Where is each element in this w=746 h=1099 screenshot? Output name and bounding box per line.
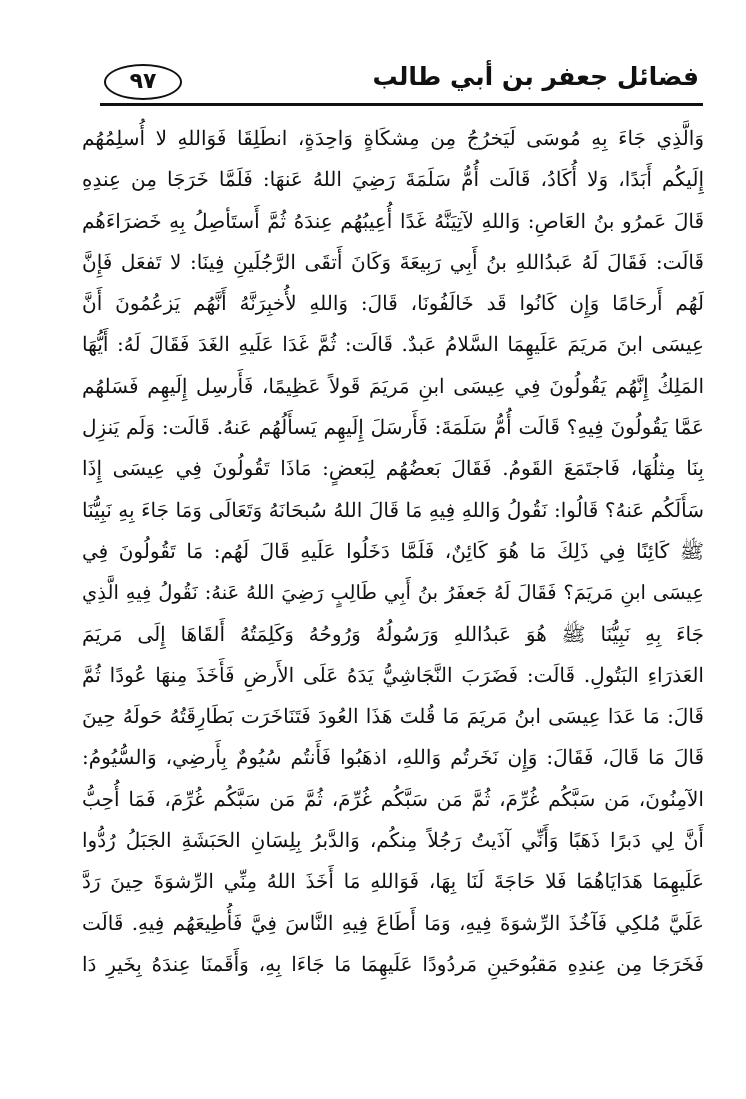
text-line: العَذرَاءِ البَتُولِ. قَالَت: فَضَرَبَ النَّجَاشِيُّ يَدَهُ عَلَى الأَرضِ فَأَخَذَ مِنهَا عُودًا ثُمَّ (82, 662, 704, 687)
page-number-oval (104, 64, 182, 100)
text-line: الآمِنُونَ، مَن سَبَّكُم غُرِّمَ، ثُمَّ مَن سَبَّكُم غُرِّمَ، ثُمَّ مَن سَبَّكُم غُرِّمَ، فَمَا أُحِبُّ (82, 786, 704, 811)
text-line: عِيسَى ابنِ مَريَمَ؟ فَقَالَ لَهُ جَعفَرُ بنُ أَبِي طَالِبٍ رَضِيَ اللهُ عَنهُ: نَقُولُ فِيهِ الَّذِي (82, 581, 704, 605)
text-line: عَلَيَّ مُلكِي فَآخُذَ الرِّشوَةَ فِيهِ، وَمَا أَطَاعَ فِيهِ النَّاسَ فِيَّ فَأُطِيعَهُم فِيهِ. قَالَت (82, 910, 704, 935)
text-line: أَنَّ لِي دَبرًا ذَهَبًا وَأَنِّي آذَيتُ رَجُلاً مِنكُم، وَالدَّبرُ بِلِسَانِ الحَبَشَةِ الجَبَلُ رُدُّوا (82, 828, 704, 853)
text-line: بِنَا مِثلُهَا، فَاجتَمَعَ القَومُ. فَقَالَ بَعضُهُم لِبَعضٍ: مَاذَا تَقُولُونَ فِي عِيسَى إِذَا (82, 456, 704, 481)
text-line: المَلِكُ إِنَّهُم يَقُولُونَ فِي عِيسَى ابنِ مَريَمَ قَولاً عَظِيمًا، فَأَرسِل إِلَيهِم فَسَلهُم (82, 373, 704, 398)
text-line: إِلَيكُم أَبَدًا، وَلا أُكَادُ، قَالَت أُمُّ سَلَمَةَ رَضِيَ اللهُ عَنهَا: فَلَمَّا خَرَجَا مِن عِندِهِ (82, 167, 704, 192)
text-line: قَالَ عَمرُو بنُ العَاصِ: وَاللهِ لآتِيَنَّهُ غَدًا أُعِيبُهُم عِندَهُ ثُمَّ أَستَأصِلُ بِهِ خَضرَاءَهُم (82, 208, 704, 233)
text-line: قَالَ مَا قَالَ، فَقَالَ: وَإِن نَخَرتُم وَاللهِ، اذهَبُوا فَأَنتُم سُيُومٌ بِأَرضِي، وَالسُّيُومُ: (82, 745, 704, 770)
text-line: عَلَيهِمَا هَدَايَاهُمَا فَلا حَاجَةَ لَنَا بِهَا، فَوَاللهِ مَا أَخَذَ اللهُ مِنِّي الرِّشوَةَ حِينَ رَدَّ (82, 869, 704, 894)
text-line: ﷺ كَائِنًا فِي ذَلِكَ مَا هُوَ كَائِنٌ، فَلَمَّا دَخَلُوا عَلَيهِ قَالَ لَهُم: مَا تَقُولُونَ فِي (82, 538, 704, 563)
text-line: وَالَّذِي جَاءَ بِهِ مُوسَى لَيَخرُجُ مِن مِشكَاةٍ وَاحِدَةٍ، انطَلِقَا فَوَاللهِ لا أُسلِمُهُم (82, 126, 704, 150)
header-rule (100, 103, 703, 106)
running-title: فضائل جعفر بن أبي طالب (372, 62, 699, 91)
text-line: جَاءَ بِهِ نَبِيُّنَا ﷺ هُوَ عَبدُاللهِ وَرَسُولُهُ وَرُوحُهُ وَكَلِمَتُهُ أَلقَاهَا إِلَى مَريَمَ (82, 621, 704, 646)
text-line: قَالَت: فَقَالَ لَهُ عَبدُاللهِ بنُ أَبِي رَبِيعَةَ وَكَانَ أَتقَى الرَّجُلَينِ فِينَا: لا تَفعَل فَإِنَّ (82, 249, 704, 274)
text-line: فَخَرَجَا مِن عِندِهِ مَقبُوحَينِ مَردُودًا عَلَيهِمَا مَا جَاءَا بِهِ، وَأَقَمنَا عِندَهُ بِخَيرِ دَا (82, 951, 704, 976)
body-text (82, 118, 704, 985)
text-line: عِيسَى ابنَ مَريَمَ عَلَيهِمَا السَّلامُ عَبدٌ. قَالَت: ثُمَّ غَدَا عَلَيهِ الغَدَ فَقَالَ لَهُ: أَيُّهَا (82, 332, 704, 357)
text-line: سَأَلَكُم عَنهُ؟ قَالُوا: نَقُولُ وَاللهِ فِيهِ مَا قَالَ اللهُ سُبحَانَهُ وَتَعَالَى وَمَا جَاءَ بِهِ نَبِيُّنَا (82, 497, 704, 522)
page-number: ٩٧ (129, 69, 157, 94)
page-header (100, 56, 703, 106)
text-line: قَالَ: مَا عَدَا عِيسَى ابنُ مَريَمَ مَا قُلتَ هَذَا العُودَ فَتَنَاخَرَت بَطَارِقَتُهُ حَولَهُ حِينَ (82, 704, 704, 729)
text-line: لَهُم أَرحَامًا وَإِن كَانُوا قَد خَالَفُونَا، قَالَ: وَاللهِ لأُخبِرَنَّهُ أَنَّهُم يَزعُمُونَ أَنَّ (82, 291, 704, 316)
text-line: عَمَّا يَقُولُونَ فِيهِ؟ قَالَت أُمُّ سَلَمَةَ: فَأَرسَلَ إِلَيهِم يَسأَلُهُم عَنهُ. قَالَت: وَلَم يَنزِل (82, 415, 704, 440)
